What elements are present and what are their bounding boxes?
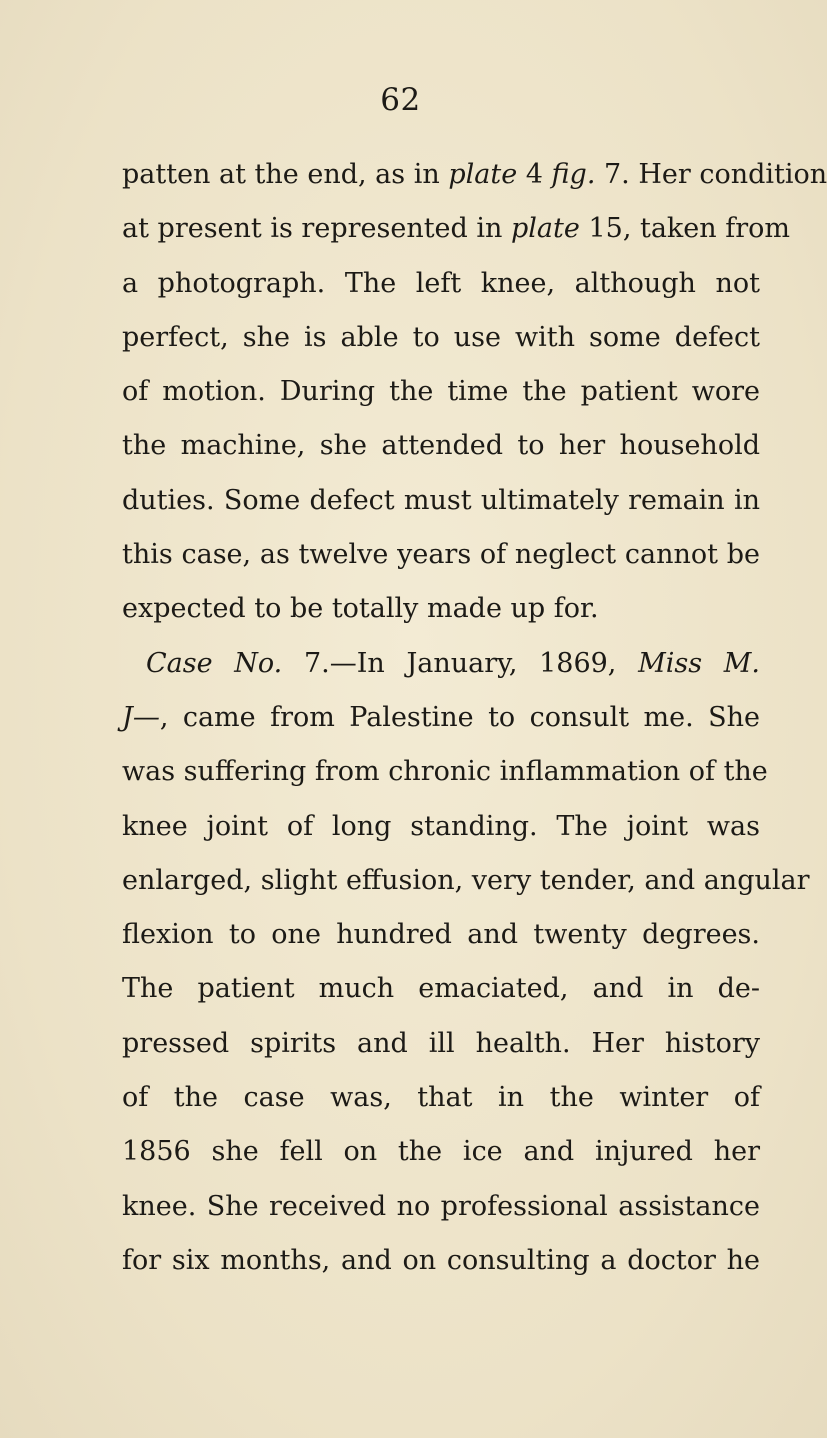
text-line: flexion to one hundred and twenty degrees. [122, 919, 760, 951]
text-line: for six months, and on consulting a doctor he [122, 1244, 760, 1276]
text-line: knee joint of long standing. The joint was [122, 810, 760, 842]
text-line: at present is represented in plate 15, taken from [122, 213, 790, 245]
text-line: The patient much emaciated, and in de- [122, 973, 760, 1005]
text-line: of motion. During the time the patient wore [122, 376, 760, 408]
text-line: the machine, she attended to her household [122, 430, 760, 462]
text-line: perfect, she is able to use with some defect [122, 321, 760, 353]
text-line: was suffering from chronic inflammation of the [122, 756, 768, 788]
page-number: 62 [380, 82, 421, 118]
text-line: this case, as twelve years of neglect cannot be [122, 539, 760, 571]
case-heading-line: Case No. 7.—In January, 1869, Miss M. [146, 647, 760, 679]
case-number-label: Case No. [146, 647, 283, 679]
text-line: knee. She received no professional assistance [122, 1190, 760, 1222]
text-line: a photograph. The left knee, although not [122, 267, 760, 299]
text-line: patten at the end, as in plate 4 fig. 7. Her condition [122, 159, 827, 190]
paragraph-end-line: expected to be totally made up for. [122, 593, 599, 625]
text-line: enlarged, slight effusion, very tender, and angular [122, 864, 810, 896]
text-line: pressed spirits and ill health. Her history [122, 1027, 760, 1059]
text-line: duties. Some defect must ultimately remain in [122, 484, 760, 516]
text-line: J—, came from Palestine to consult me. She [122, 701, 760, 733]
body-text [122, 148, 827, 1288]
text-line: 1856 she fell on the ice and injured her [122, 1136, 760, 1168]
text-line: of the case was, that in the winter of [122, 1082, 760, 1114]
